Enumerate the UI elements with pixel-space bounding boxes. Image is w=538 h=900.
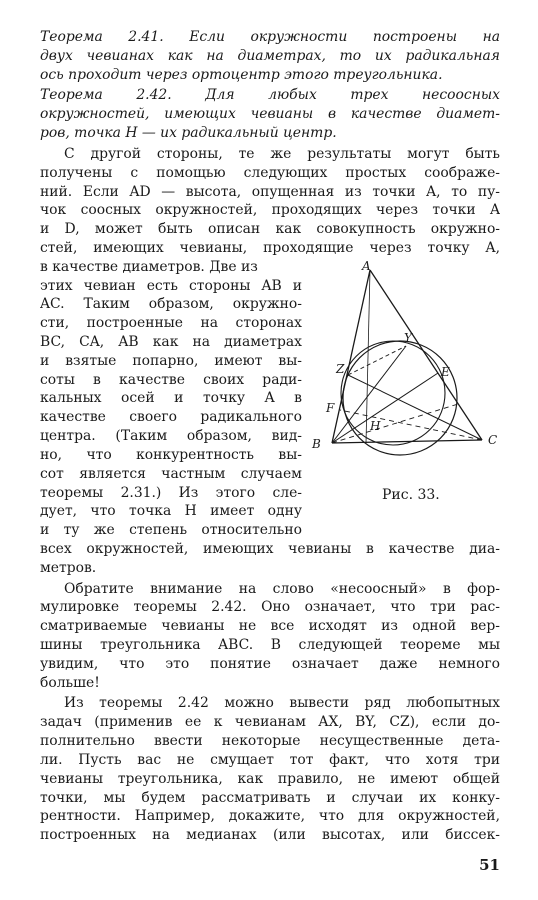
paragraph-5-line-3: полнительно ввести некоторые несущественные дета- (40, 733, 500, 749)
side-ac (370, 270, 482, 440)
paragraph-4-line-2: мулировке теоремы 2.42. Оно означает, что три рас- (40, 599, 500, 615)
paragraph-3-line-8: этих чевиан есть стороны AB и (40, 278, 302, 294)
paragraph-3-line-5: и D, может быть описан как совокупность окружно- (40, 221, 500, 237)
paragraph-3-line-23: метров. (40, 560, 97, 576)
paragraph-3-line-3: ний. Если AD — высота, опущенная из точки A, то пу- (40, 184, 500, 200)
circle-small (341, 341, 445, 445)
figure-caption: Рис. 33. (382, 487, 440, 503)
paragraph-4-line-5: увидим, что это понятие означает даже немного (40, 656, 500, 672)
label-z: Z (336, 362, 345, 376)
paragraph-3-line-20: дует, что точка H имеет одну (40, 503, 302, 519)
theorem-2-41-line-3: ось проходит через ортоцентр этого треугольника. (40, 67, 443, 83)
label-b: B (312, 437, 321, 451)
paragraph-3-line-10: сти, построенные на сторонах (40, 315, 302, 331)
paragraph-5-line-4: ли. Пусть вас не смущает тот факт, что хотя три (40, 752, 500, 768)
paragraph-3-line-9: AC. Таким образом, окружно- (40, 296, 302, 312)
paragraph-4-line-6: больше! (40, 675, 100, 691)
theorem-2-41-line-1: Теорема 2.41. Если окружности построены на (40, 29, 500, 45)
paragraph-3-line-19: теоремы 2.31.) Из этого сле- (40, 485, 302, 501)
paragraph-3-line-17: но, что конкурентность вы- (40, 447, 302, 463)
paragraph-3-line-1: С другой стороны, те же результаты могут быть (64, 146, 500, 162)
paragraph-4-line-3: сматриваемые чевианы не все исходят из одной вер- (40, 618, 500, 634)
paragraph-3-line-16: центра. (Таким образом, вид- (40, 428, 302, 444)
paragraph-3-line-18: сот является частным случаем (40, 466, 302, 482)
paragraph-3-line-7: в качестве диаметров. Две из (40, 259, 258, 275)
paragraph-5-line-7: рентности. Например, докажите, что для окружностей, (40, 808, 500, 824)
figure-33-diagram (308, 258, 504, 474)
paragraph-3-line-2: получены с помощью следующих простых соображе- (40, 165, 500, 181)
theorem-2-41-line-2: двух чевианах как на диаметрах, то их радикальная (40, 48, 500, 64)
paragraph-3-line-11: BC, CA, AB как на диаметрах (40, 334, 302, 350)
altitude-a (366, 270, 370, 443)
paragraph-4-line-1: Обратите внимание на слово «несоосный» в фор- (64, 581, 500, 597)
label-y: Y (404, 331, 412, 345)
label-a: A (362, 259, 371, 273)
paragraph-5-line-1: Из теоремы 2.42 можно вывести ряд любопытных (64, 695, 500, 711)
paragraph-3-line-14: кальных осей и точку A в (40, 390, 302, 406)
cevian-be (332, 373, 438, 443)
paragraph-5-line-8: построенных на медианах (или высотах, или биссек- (40, 827, 500, 843)
theorem-2-42-line-3: ров, точка H — их радикальный центр. (40, 125, 337, 141)
paragraph-3-line-12: и взятые попарно, имеют вы- (40, 353, 302, 369)
theorem-2-42-line-2: окружностей, имеющих чевианы в качестве диамет- (40, 106, 500, 122)
paragraph-5-line-2: задач (применив ее к чевианам AX, BY, CZ), если до- (40, 714, 500, 730)
theorem-2-42-line-1: Теорема 2.42. Для любых трех несоосных (40, 87, 500, 103)
paragraph-5-line-6: точки, мы будем рассматривать и случаи их конку- (40, 790, 500, 806)
label-h: H (370, 419, 381, 433)
side-ab (332, 270, 370, 443)
cevian-cz (348, 375, 482, 440)
paragraph-3-line-6: стей, имеющих чевианы, проходящие через точку A, (40, 240, 500, 256)
label-e: E (441, 365, 450, 379)
label-f: F (326, 401, 335, 415)
paragraph-3-line-22: всех окружностей, имеющих чевианы в качестве диа- (40, 541, 500, 557)
paragraph-3-line-21: и ту же степень относительно (40, 522, 302, 538)
label-c: C (488, 433, 498, 447)
paragraph-3-line-4: чок соосных окружностей, проходящих через точки A (40, 202, 500, 218)
paragraph-5-line-5: чевианы треугольника, как правило, не имеют общей (40, 771, 500, 787)
paragraph-3-line-15: качестве своего радикального (40, 409, 302, 425)
paragraph-4-line-4: шины треугольника ABC. В следующей теореме мы (40, 637, 500, 653)
paragraph-3-line-13: соты в качестве своих ради- (40, 372, 302, 388)
page-number: 51 (479, 856, 500, 874)
dashed-cf (340, 410, 482, 440)
